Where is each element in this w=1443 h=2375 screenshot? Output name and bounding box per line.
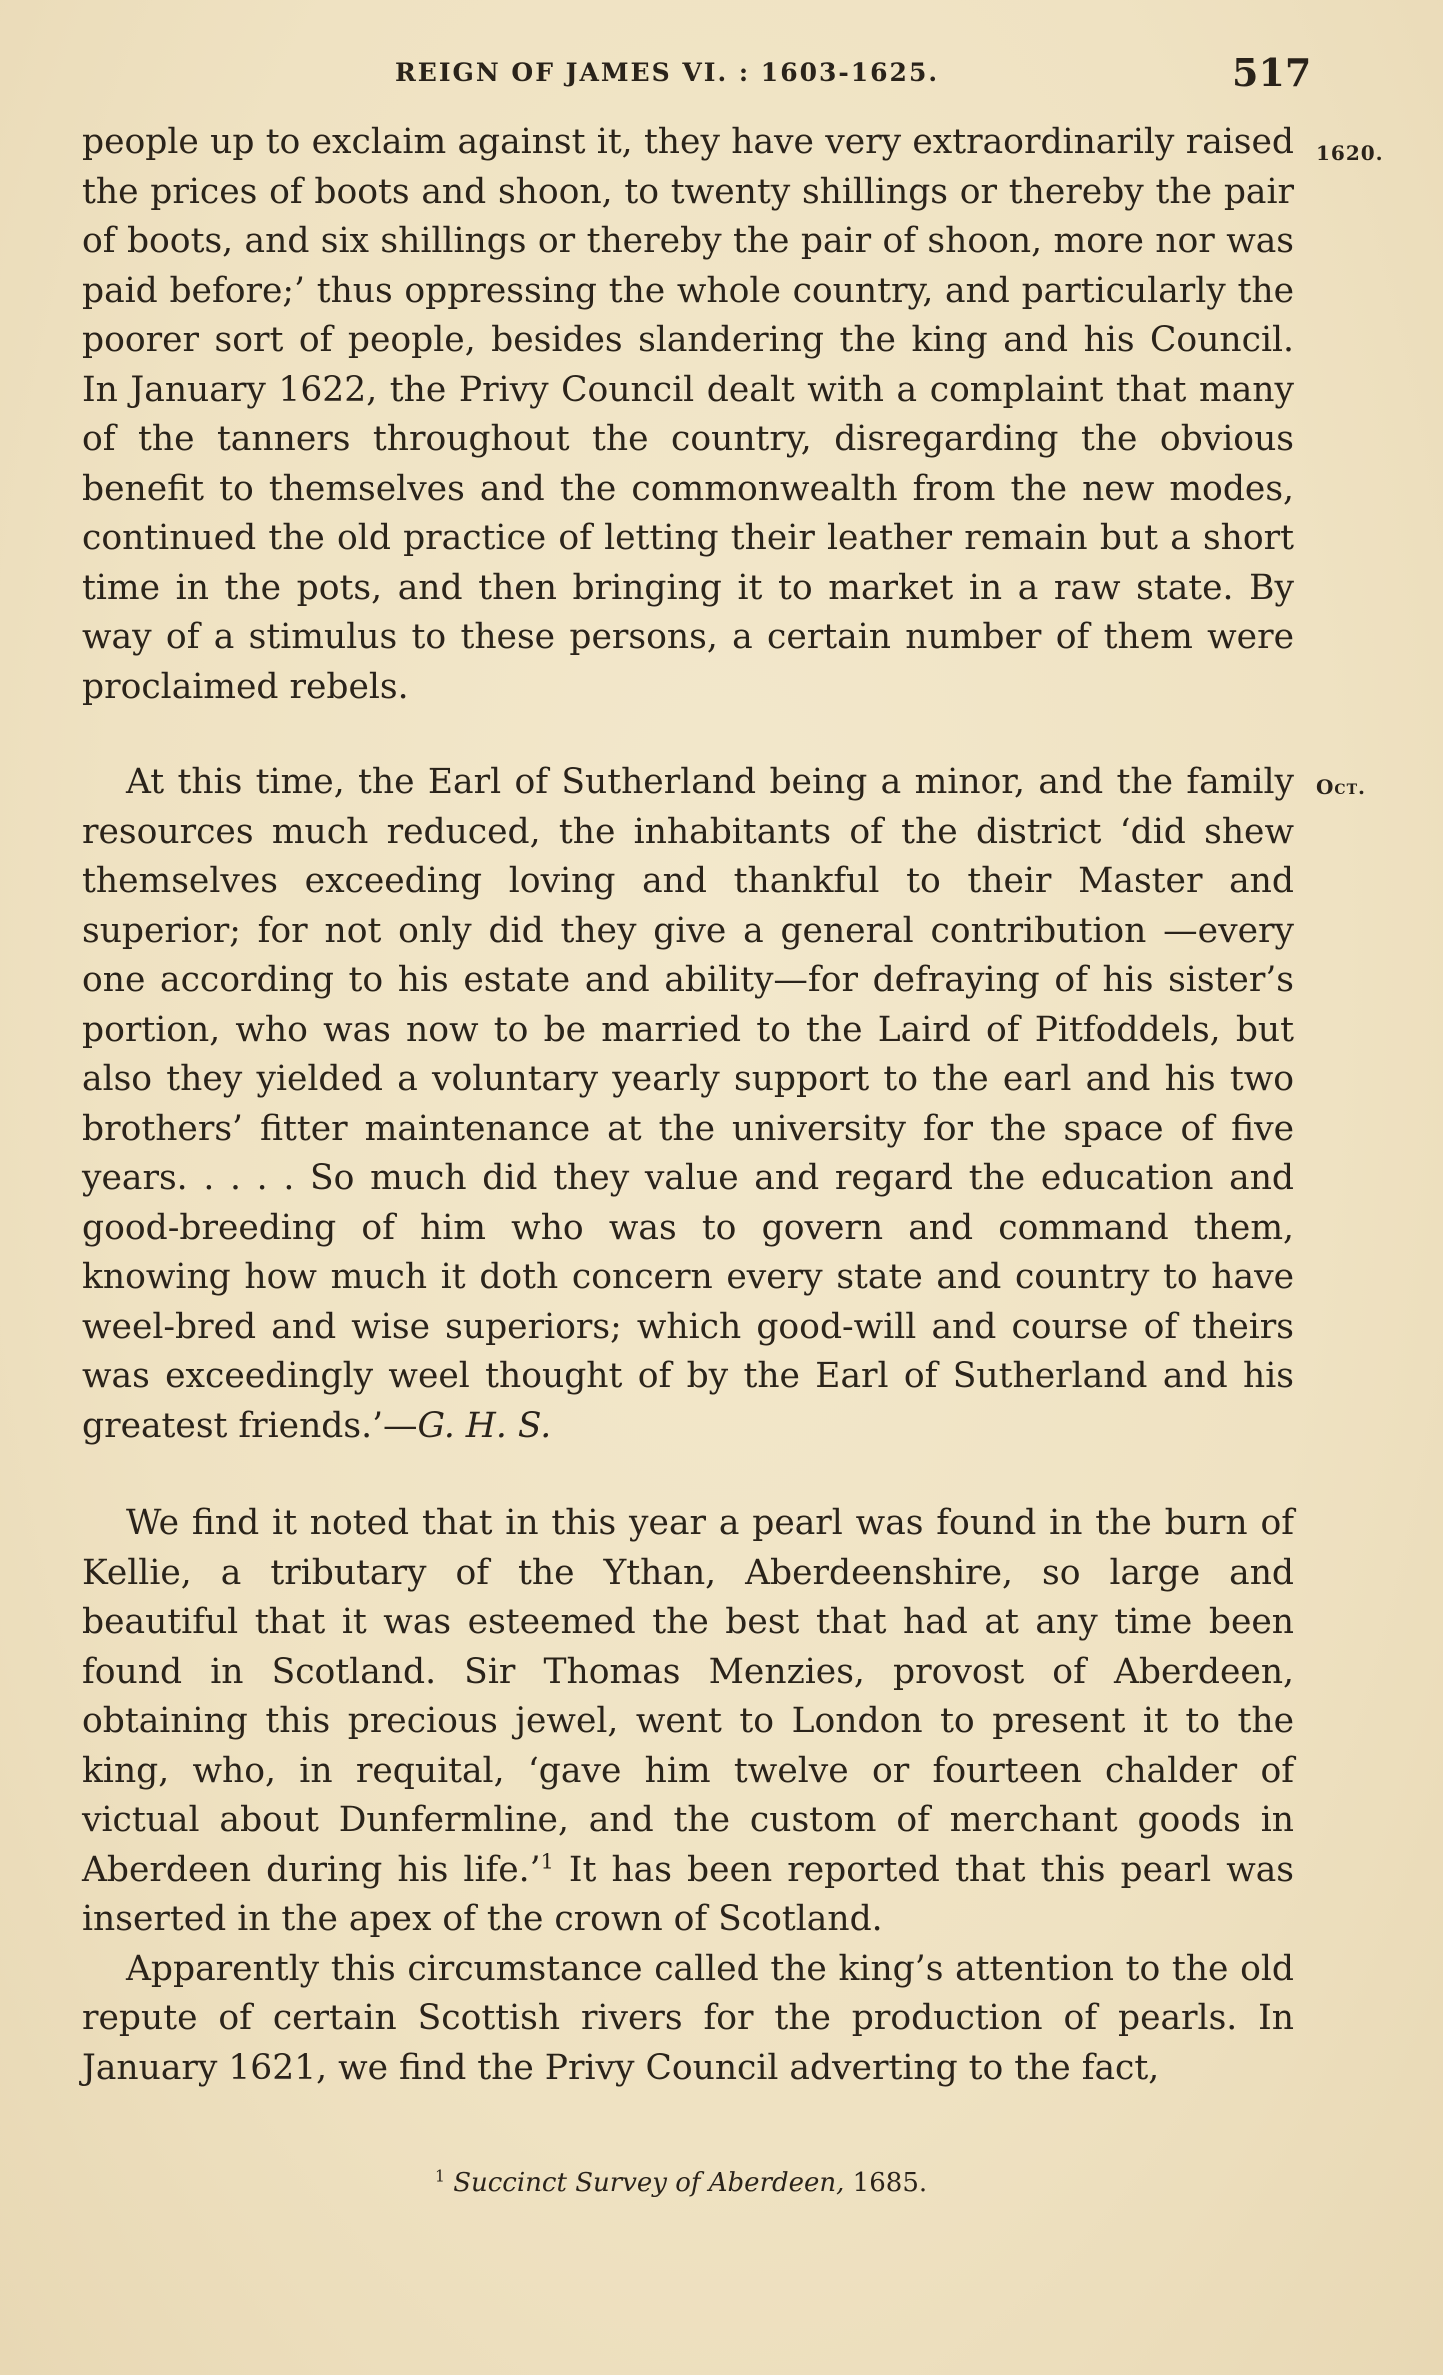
- paragraph-gap: [82, 1451, 1294, 1499]
- paragraph-4: [82, 1945, 1294, 2094]
- footnote-reference: 1: [540, 1849, 554, 1873]
- footnote-marker: 1: [435, 2167, 445, 2186]
- paragraph-2: [82, 758, 1294, 1451]
- body-text: [82, 118, 1294, 2093]
- paragraph-1-text: people up to exclaim against it, they have very extraordinarily raised the prices of boots and shoon, to twenty shillings or thereby the pair of boots, and six shillings or thereby the pair of shoon, more nor was paid before;’ thus oppressing the whole country, and particularly the poorer sort of people, besides slandering the king and his Council. In January 1622, the Privy Council dealt with a complaint that many of the tanners throughout the country, disregarding the obvious benefit to themselves and the commonwealth from the new modes, continued the old practice of letting their leather remain but a short time in the pots, and then bringing it to market in a raw state. By way of a stimulus to these persons, a certain number of them were proclaimed rebels.: [82, 122, 1294, 707]
- margin-note-month: Oct.: [1316, 775, 1366, 799]
- margin-note-year: 1620.: [1316, 141, 1384, 165]
- paragraph-2-text: At this time, the Earl of Sutherland being a minor, and the family resources much reduced, the inhabitants of the district ‘did shew themselves exceeding loving and thankful to their Master and superior; for not only did they give a general contribution —every one according to his estate and ability—for defraying of his sister’s portion, who was now to be married to the Laird of Pitfoddels, but also they yielded a voluntary yearly support to the earl and his two brothers’ fitter maintenance at the university for the space of five years. . . . . So much did they value and regard the education and good-breeding of him who was to govern and command them, knowing how much it doth concern every state and country to have weel-bred and wise superiors; which good-will and course of theirs was exceedingly weel thought of by the Earl of Sutherland and his greatest friends.’—: [82, 762, 1294, 1446]
- paragraph-4-text: Apparently this circumstance called the king’s attention to the old repute of certain Scottish rivers for the production of pearls. In January 1621, we find the Privy Council adverting to the fact,: [82, 1948, 1294, 2088]
- paragraph-3: [82, 1499, 1294, 1945]
- footnote: [435, 2168, 927, 2198]
- running-head: REIGN OF JAMES VI. : 1603-1625.: [395, 58, 940, 87]
- footnote-title: Succinct Survey of Aberdeen,: [453, 2168, 845, 2198]
- paragraph-gap: [82, 712, 1294, 758]
- paragraph-2-attribution: G. H. S.: [417, 1405, 552, 1446]
- paragraph-1: [82, 118, 1294, 712]
- paragraph-3-text: We find it noted that in this year a pearl was found in the burn of Kellie, a tributary of the Ythan, Aberdeenshire, so large and beautiful that it was esteemed the best that had at any time been found in Scotland. Sir Thomas Menzies, provost of Aberdeen, obtaining this precious jewel, went to London to present it to the king, who, in requital, ‘gave him twelve or fourteen chalder of victual about Dunfermline, and the custom of merchant goods in Aberdeen during his life.’: [82, 1503, 1294, 1890]
- footnote-year: 1685.: [844, 2168, 928, 2198]
- page-number: 517: [1232, 50, 1312, 95]
- paragraph-3-text-continued: It has been reported that this pearl was inserted in the apex of the crown of Scotland.: [82, 1849, 1294, 1939]
